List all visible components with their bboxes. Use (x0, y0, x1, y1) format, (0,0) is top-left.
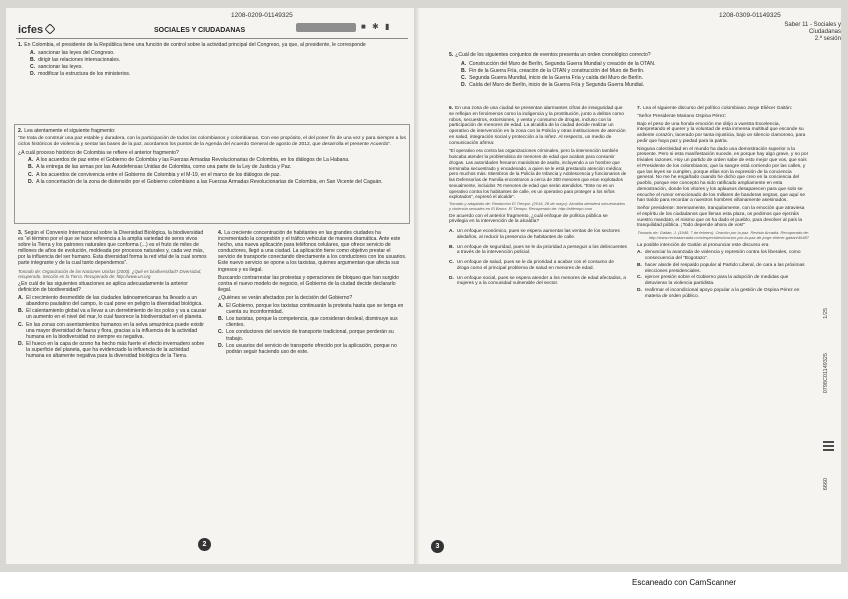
option-b[interactable] (637, 263, 809, 275)
source-citation: Tomado y adaptado de: Redacción El Tiempo. (2016, 28 de mayo). Alcaldía atenderá secuestrados y violencia sexuales en El Bronx. El Tiempo. Recuperado de: http://eltiempo.com (449, 201, 625, 211)
option-c[interactable] (218, 329, 408, 341)
option-c[interactable] (461, 75, 809, 81)
option-c[interactable] (28, 172, 406, 178)
option-letter: A. (218, 303, 224, 310)
options-list (18, 295, 208, 359)
option-text: El hueco en la capa de ozono ha hecho más fuerte el efecto invernadero sobre la superficie del planeta, que ha evidenciado la influencia de la actividad humana es altamente negativa para la diversidad biológica de la Tierra. (26, 340, 205, 359)
option-text: El calentamiento global va a llevar a un derretimiento de los polos y va a causar un aumento en el nivel del mar, lo cual favorece la biodiversidad en el planeta. (26, 308, 207, 321)
question-5 (449, 52, 809, 88)
question-number: 3. (18, 230, 23, 236)
option-letter: B. (461, 68, 467, 75)
option-a[interactable] (30, 50, 404, 56)
question-6 (449, 106, 627, 287)
quoted-fragment: “Se trata de construir una paz estable y duradera, con la participación de todos los colombianos y colombianas. Con ese propósito, el del poner fin de una vez y para siempre a los ciclos históricos de violencia y sentar las bases de la paz, acordamos los puntos de la Agenda del Acuerdo General de agosto de 2012, que desarrolla el presente Acuerdo”. (18, 136, 406, 148)
option-c[interactable] (30, 64, 404, 70)
qr-code-icon (823, 440, 834, 451)
question-number: 5. (449, 52, 454, 58)
session-subtitle (759, 22, 841, 43)
option-letter: C. (18, 321, 24, 328)
option-text: A la entrega de las armas por las Autodefensas Unidas de Colombia, como una parte de la Ley de Justicia y Paz. (36, 164, 292, 171)
option-b[interactable] (449, 245, 627, 257)
question-text: La creciente concentración de habitantes en las grandes ciudades ha incrementado la congestión y el tráfico vehicular de manera dramática. Ante este hecho, una nueva aplicación para teléfonos celulares, que ofrece servicio de conductores, llegó a una ciudad. La aplicación tiene como objetivo prestar el servicio de transporte conectando directamente a los conductores con los usuarios. Este nuevo servicio se opone a los taxistas, quienes argumentan que afecta sus ingresos y es ilegal. (218, 230, 407, 273)
option-text: hacer alarde del respaldo popular al Partido Liberal, de cara a las próximas elecciones presidenciales. (644, 262, 805, 274)
question-number: 1. (18, 42, 23, 48)
speech-paragraph-2: Ninguna colectividad en el mundo ha dado una demostración superior a la presente. Pero si esta manifestación sucede, es porque hay algo grave, y no por triviales razones. Hoy un partido de orden sabe de esto mejor que vos, que sois el Presidente de los colombianos, que la sangre está corriendo por las calles, y que las leyes se cumplen, porque ellas son la expresión de la conciencia general. No me he engañado cuando he dicho que creo en la conciencia del pueblo, porque ese concepto ha sido ratificado ampliamente en esta demostración, donde los vítores y los aplausos desaparecen para que solo se escuche el rumor emocionado de los millares de banderas negras, que aquí se han traído para recordar a nuestros hombres villanamente asesinados. (637, 146, 809, 204)
question-2 (18, 128, 406, 185)
page-number-badge: 3 (431, 540, 444, 553)
option-d[interactable] (218, 343, 408, 355)
option-d[interactable] (18, 341, 208, 359)
option-letter: C. (449, 260, 454, 266)
source-citation: Tomado de: Organización de las Naciones Unidas (2000). ¿Qué es biodiversidad? Diversidad, recuperado. Sección en la Tierra. Recuperado de: http://www.un.org (18, 268, 202, 279)
page-number-badge: 2 (198, 538, 211, 551)
option-text: Los conductores del servicio de transporte tradicional, porque perderán su trabajo. (226, 329, 394, 342)
question-text: ¿A cuál proceso histórico de Colombia se refiere el anterior fragmento? (18, 150, 179, 157)
option-text: reafirmar el incondicional apoyo popular a la gestión de Ospina Pérez en materia de orden público. (644, 287, 800, 299)
option-text: El crecimiento desmedido de las ciudades latinoamericanas ha llevado a un abandono paulatino del campo, lo cual pone en peligro la diversidad biológica. (26, 295, 203, 308)
option-b[interactable] (30, 57, 404, 63)
option-letter: A. (28, 157, 34, 164)
option-b[interactable] (18, 308, 208, 320)
option-text: Un enfoque de salud, pues se le da prioridad a acabar con el consumo de droga como el principal problema de salud en menores de edad. (456, 260, 614, 271)
option-text: sancionar las leyes. (38, 64, 83, 71)
question-prompt: La posible intención de Gaitán al pronunciar este discurso era (637, 242, 769, 248)
option-d[interactable] (637, 288, 809, 300)
section-title: SOCIALES Y CIUDADANAS (154, 27, 246, 34)
option-text: Un enfoque social, pues se espera atender a los menores de edad afectados, a mujeres y a la comunidad vulnerable del sector. (456, 275, 626, 287)
option-d[interactable] (28, 179, 406, 185)
option-text: A la concertación de la zona de distensión por el Gobierno colombiano a las Fuerzas Armadas Revolucionarias de Colombia, en San Vicente del Caguán. (36, 178, 383, 185)
question-intro: Lea el siguiente discurso del político colombiano Jorge Eliécer Gaitán: (643, 106, 793, 111)
question-text: En una zona de una ciudad se presentan alarmantes cifras de inseguridad que se reflejan en fenómenos como la indigencia y la prostitución, junto a delitos como robos, secuestros, extorsiones, y venta y consumo de drogas, incluso con la participación de menores de edad. La alcaldía de la ciudad decide realizar un operativo de intervención en la zona con la Policía y otras instituciones de atención en salud, integración social y protección a la niñez. Al respecto, un medio de comunicación afirma: (449, 106, 626, 146)
logo-text: icfes (18, 24, 44, 36)
option-c[interactable] (18, 322, 208, 340)
option-text: Un enfoque de seguridad, pues se le da prioridad a perseguir a los delincuentes a través de la intervención policial. (456, 244, 627, 256)
option-text: Fin de la Guerra Fría, creación de la OTAN y construcción del Muro de Berlín. (469, 68, 645, 75)
option-letter: C. (30, 64, 36, 71)
option-a[interactable] (461, 61, 809, 67)
source-citation: Tomado de: Gaitán, J. (1948, 7 de febrero). Oración por la paz. Revista Arcadia. Recuperado de: http://www.revistaarcadia.com/especiales/oracion-por-la-paz-de-jorge-eliecer-gaitan/46487 (637, 230, 809, 240)
option-d[interactable] (461, 82, 809, 88)
option-a[interactable] (449, 229, 627, 241)
option-text: Los taxistas, porque la competencia, que consideran desleal, disminuye sus clientes. (226, 316, 398, 329)
option-text: sancionar las leyes del Congreso. (38, 50, 115, 57)
options-list (30, 50, 404, 77)
left-page (6, 8, 418, 564)
option-text: Caída del Muro de Berlín, inicio de la Guerra Fría y Segunda Guerra Mundial. (469, 82, 645, 89)
option-letter: D. (449, 275, 454, 281)
options-list (28, 157, 406, 184)
option-letter: D. (28, 178, 34, 185)
question-3 (18, 230, 208, 359)
options-list (449, 229, 627, 287)
speech-salutation: “Señor Presidente Mariano Ospina Pérez: (637, 113, 727, 119)
option-letter: D. (461, 82, 467, 89)
option-letter: D. (18, 340, 24, 347)
question-text: Según el Convenio Internacional sobre la Diversidad Biológica, la biodiversidad es “el término por el que se hace referencia a la amplia variedad de seres vivos sobre la Tierra y los patrones naturales que conforma (...) es el fruto de miles de millones de años de evolución, moldeada por procesos naturales y, cada vez más, por la influencia del ser humano. Esta diversidad forma la red vital de la cual somos parte integrante y de la cual tanto dependemos”. (18, 230, 207, 267)
question-stem: En Colombia, el presidente de la República tiene una función de control sobre la actividad principal del Congreso, ya que, al presidente, le corresponde (24, 42, 366, 48)
option-letter: D. (218, 342, 224, 349)
option-text: A los acuerdos de convivencia entre el Gobierno de Colombia y el M-19, en el marco de los diálogos de paz. (36, 171, 281, 178)
option-d[interactable] (449, 276, 627, 288)
header-dots-icon: ■ ✱ ▮ (361, 22, 392, 31)
option-text: Un enfoque económico, pues se espera aumentar las ventas de los sectores aledaños, al reducir la presencia de habitantes de calle. (456, 229, 620, 240)
option-text: modificar la estructura de los ministerios. (38, 71, 131, 78)
option-a[interactable] (18, 295, 208, 307)
options-list (637, 250, 809, 299)
question-prompt: ¿En cuál de las siguientes situaciones se aplica adecuadamente la anterior definición de biodiversidad? (18, 280, 188, 294)
option-letter: A. (449, 229, 454, 235)
question-number: 4. (218, 230, 223, 236)
subtitle-line-1: Saber 11 - Sociales y Ciudadanas (784, 22, 841, 35)
options-list (461, 61, 809, 88)
speech-paragraph-3: Señor presidente: Serenamente, tranquilamente, con la emoción que atraviesa el espíritu de los ciudadanos que llenan esta plaza, os pedimos que ejerzáis vuestro mandato, el mismo que os ha dado el pueblo, para devolver al país la tranquilidad pública. ¡Todo depende ahora de vos!” (637, 206, 805, 229)
option-letter: B. (218, 316, 224, 323)
option-letter: C. (218, 329, 224, 336)
logo-mark-icon (44, 23, 55, 34)
question-intro: Lea atentamente el siguiente fragmento: (24, 128, 116, 134)
option-b[interactable] (218, 316, 408, 328)
right-page-code: 1208-0309-01149325 (719, 12, 781, 19)
option-text: dirigir las relaciones internacionales. (38, 57, 121, 64)
option-text: Construcción del Muro de Berlín, Segunda Guerra Mundial y creación de la OTAN. (469, 61, 656, 68)
question-prompt: De acuerdo con el anterior fragmento, ¿cuál enfoque de política pública se privilegia en la intervención de la alcaldía? (449, 213, 608, 225)
option-letter: B. (449, 244, 454, 250)
question-text-continued: Buscando contrarrestar las protestas y operaciones de bloqueo que han surgido contra el nuevo modelo de negocio, el Gobierno de la ciudad decide declararlo ilegal. (218, 274, 399, 293)
question-stem: ¿Cuál de los siguientes conjuntos de eventos presenta un orden cronológico correcto? (455, 52, 651, 58)
question-number: 2. (18, 128, 23, 134)
left-page-code: 1208-0209-01149325 (231, 12, 293, 19)
option-a[interactable] (218, 303, 408, 315)
option-b[interactable] (28, 164, 406, 170)
option-text: El Gobierno, porque los taxistas continuarán la protesta hasta que se tenga en cuenta su inconformidad. (226, 303, 404, 316)
header-rule (16, 38, 408, 39)
option-b[interactable] (461, 68, 809, 74)
option-letter: B. (637, 262, 642, 268)
option-text: denunciar la avanzada de violencia y represión contra los liberales, como consecuencia del “Bogotazo”. (644, 250, 801, 262)
question-1 (18, 42, 404, 77)
option-text: ejercer presión sobre el Gobierno para la adopción de medidas que detuvieran la violencia partidista. (644, 275, 789, 287)
quoted-fragment: “El operativo era contra las organizaciones criminales, pero la intervención también buscaba atender la problemática de menores de edad que acaban para consumir drogas. Las autoridades frenaron maniobras de asalto, incluyendo a un hombre que terminaba secuestrado y encadenado, a quien se le está prestando atención médica; pero muchos más. Miembros de la Policía de Infancia y Adolescencia y funcionarios de las Defensorías de Familia encontraron a cerca de 300 menores que eran explotados sexualmente, incluidos 76 menores de edad que serán atendidos. “Este no es un operativo contra los habitantes de calle, es un operativo para proteger a los niños explotados”, expresó el alcalde”. (449, 148, 627, 200)
option-letter: B. (30, 57, 36, 64)
question-4 (218, 230, 408, 355)
option-text: A los acuerdos de paz entre el Gobierno de Colombia y las Fuerzas Armadas Revolucionarias de Colombia, en los diálogos de La Habana. (36, 157, 350, 164)
question-number: 7. (637, 106, 642, 111)
side-number: 6660 (823, 478, 829, 491)
option-letter: C. (461, 75, 467, 82)
option-letter: A. (461, 61, 467, 68)
option-letter: D. (30, 71, 36, 78)
option-letter: A. (18, 295, 24, 302)
barcode-bar (296, 23, 356, 32)
option-letter: D. (637, 287, 642, 293)
option-letter: C. (28, 171, 34, 178)
right-page (419, 8, 841, 564)
camscanner-watermark: Escaneado con CamScanner (632, 578, 737, 587)
option-c[interactable] (449, 260, 627, 272)
option-a[interactable] (637, 250, 809, 262)
side-code: 0798C01149325 (823, 353, 829, 394)
option-letter: A. (637, 250, 642, 256)
question-7 (637, 106, 809, 299)
option-letter: C. (637, 275, 642, 281)
icfes-logo (18, 24, 54, 36)
option-text: Los usuarios del servicio de transporte ofrecido por la aplicación, porque no podrán seguir haciendo uso de este. (226, 342, 397, 355)
option-letter: A. (30, 50, 36, 57)
speech-paragraph-1: Bajo el peso de una honda emoción me dirijo a vuestra Excelencia, interpretando el querer y la voluntad de esta inmensa multitud que esconde su ardiente corazón, lacerado por tanta injusticia, bajo un silencio clamoroso, para pedir que haya paz y piedad para la patria. (637, 121, 806, 144)
question-prompt: ¿Quiénes se verán afectados por la decisión del Gobierno? (218, 294, 353, 301)
side-page-count: 1/25 (823, 308, 829, 319)
subtitle-line-2: 2.ª sesión (814, 36, 841, 42)
options-list (218, 303, 408, 355)
option-d[interactable] (30, 71, 404, 77)
option-text: En las zonas con asentamientos humanos en la selva amazónica puede existir una mayor diversidad de fauna y flora, gracias a la influencia de la actividad humana en la biodiversidad no siempre es negativa. (26, 321, 204, 340)
option-letter: B. (28, 164, 34, 171)
option-c[interactable] (637, 275, 809, 287)
question-number: 6. (449, 106, 454, 111)
option-text: Segunda Guerra Mundial, inicio de la Guerra Fría y caída del Muro de Berlín. (469, 75, 643, 82)
option-a[interactable] (28, 157, 406, 163)
option-letter: B. (18, 308, 24, 315)
